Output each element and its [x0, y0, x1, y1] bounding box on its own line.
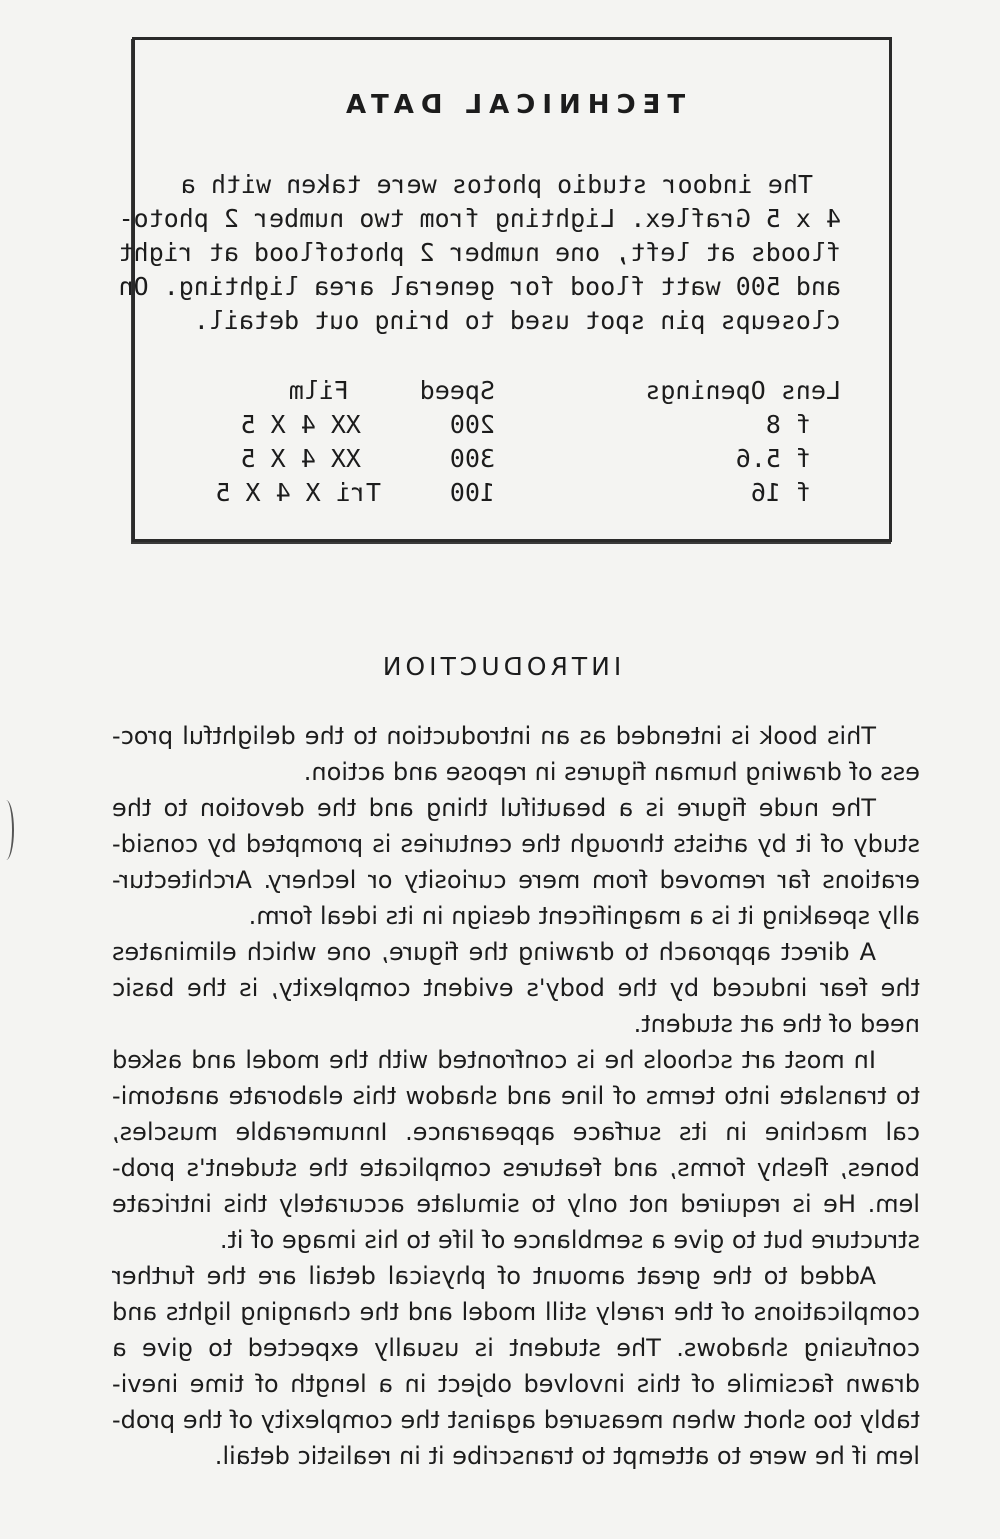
text-line: need of the art student. — [633, 1010, 920, 1038]
header-speed: Speed — [419, 376, 495, 405]
paragraph-line: closeups pin spot used to bring out detail. — [193, 306, 841, 335]
paragraph-line: and 500 watt flood for general area lighting. On — [118, 272, 841, 301]
text-line: cal machine in its surface appearance. Innumerable muscles, — [112, 1118, 920, 1146]
text-line: the fear induced by the body's evident complexity, is the basic — [112, 974, 920, 1002]
technical-data-box — [118, 37, 892, 542]
paragraph-line: floods at left, one number 2 photoflood at right — [118, 238, 841, 267]
text-line: erations far removed from mere curiosity or lechery. Architectur- — [112, 866, 920, 894]
text-line: lem. He is required not only to simulate accurately this intricate — [112, 1190, 920, 1218]
text-line: The nude figure is a beautiful thing and the devotion to the — [112, 794, 876, 822]
paragraph-line: 4 x 5 Graflex. Lighting from two number 2 photo- — [118, 204, 841, 233]
text-line: In most art schools he is confronted with the model and asked — [112, 1046, 876, 1074]
table-row — [135, 442, 889, 476]
cell-film: XX 4 X 5 — [240, 444, 361, 473]
text-line: study of it by artists through the centuries is prompted by consid- — [112, 830, 920, 858]
cell-lens: f 5.6 — [735, 444, 811, 473]
binding-edge-mark — [0, 800, 14, 860]
cell-speed: 200 — [449, 410, 495, 439]
text-line: confusing shadows. The student is usually expected to give a — [112, 1334, 920, 1362]
text-line: structure but to give a semblance of life to his image of it. — [219, 1226, 920, 1254]
paragraph-line: The indoor studio photos were taken with a — [180, 170, 813, 199]
introduction-title: INTRODUCTION — [378, 652, 622, 681]
cell-lens: f 8 — [765, 410, 811, 439]
table-header — [135, 374, 889, 408]
text-line: bones, fleshy forms, and features complicate the student's prob- — [112, 1154, 920, 1182]
text-line: ally speaking it is a magnificent design in its ideal form. — [248, 902, 920, 930]
introduction-text — [112, 718, 920, 1474]
header-film: Film — [288, 376, 349, 405]
text-line: This book is intended as an introduction to the delightful proc- — [112, 722, 876, 750]
text-line: tably too short when measured against the complexity of the prob- — [112, 1406, 920, 1434]
text-line: ess of drawing human figures in repose and action. — [303, 758, 920, 786]
text-line: lem if he were to attempt to transcribe it in realistic detail. — [214, 1442, 920, 1470]
cell-lens: f 16 — [750, 478, 811, 507]
table-row — [135, 476, 889, 510]
text-line: complications of the rarely still model and the changing lights and — [112, 1298, 920, 1326]
cell-film: Tri X 4 X 5 — [215, 478, 381, 507]
text-line: Added to the great amount of physical detail are the further — [112, 1262, 876, 1290]
technical-data-paragraph — [118, 168, 841, 338]
technical-data-title: TECHNICAL DATA — [338, 90, 686, 120]
cell-speed: 300 — [449, 444, 495, 473]
header-lens-openings: Lens Openings — [645, 376, 841, 405]
table-row — [135, 408, 889, 442]
text-line: drawn facsimile of this involved object in a length of time inevi- — [112, 1370, 920, 1398]
text-line: A direct approach to drawing the figure, one which eliminates — [112, 938, 876, 966]
text-line: to translate into terms of line and shadow this elaborate anatomi- — [112, 1082, 920, 1110]
cell-speed: 100 — [449, 478, 495, 507]
cell-film: XX 4 X 5 — [240, 410, 361, 439]
